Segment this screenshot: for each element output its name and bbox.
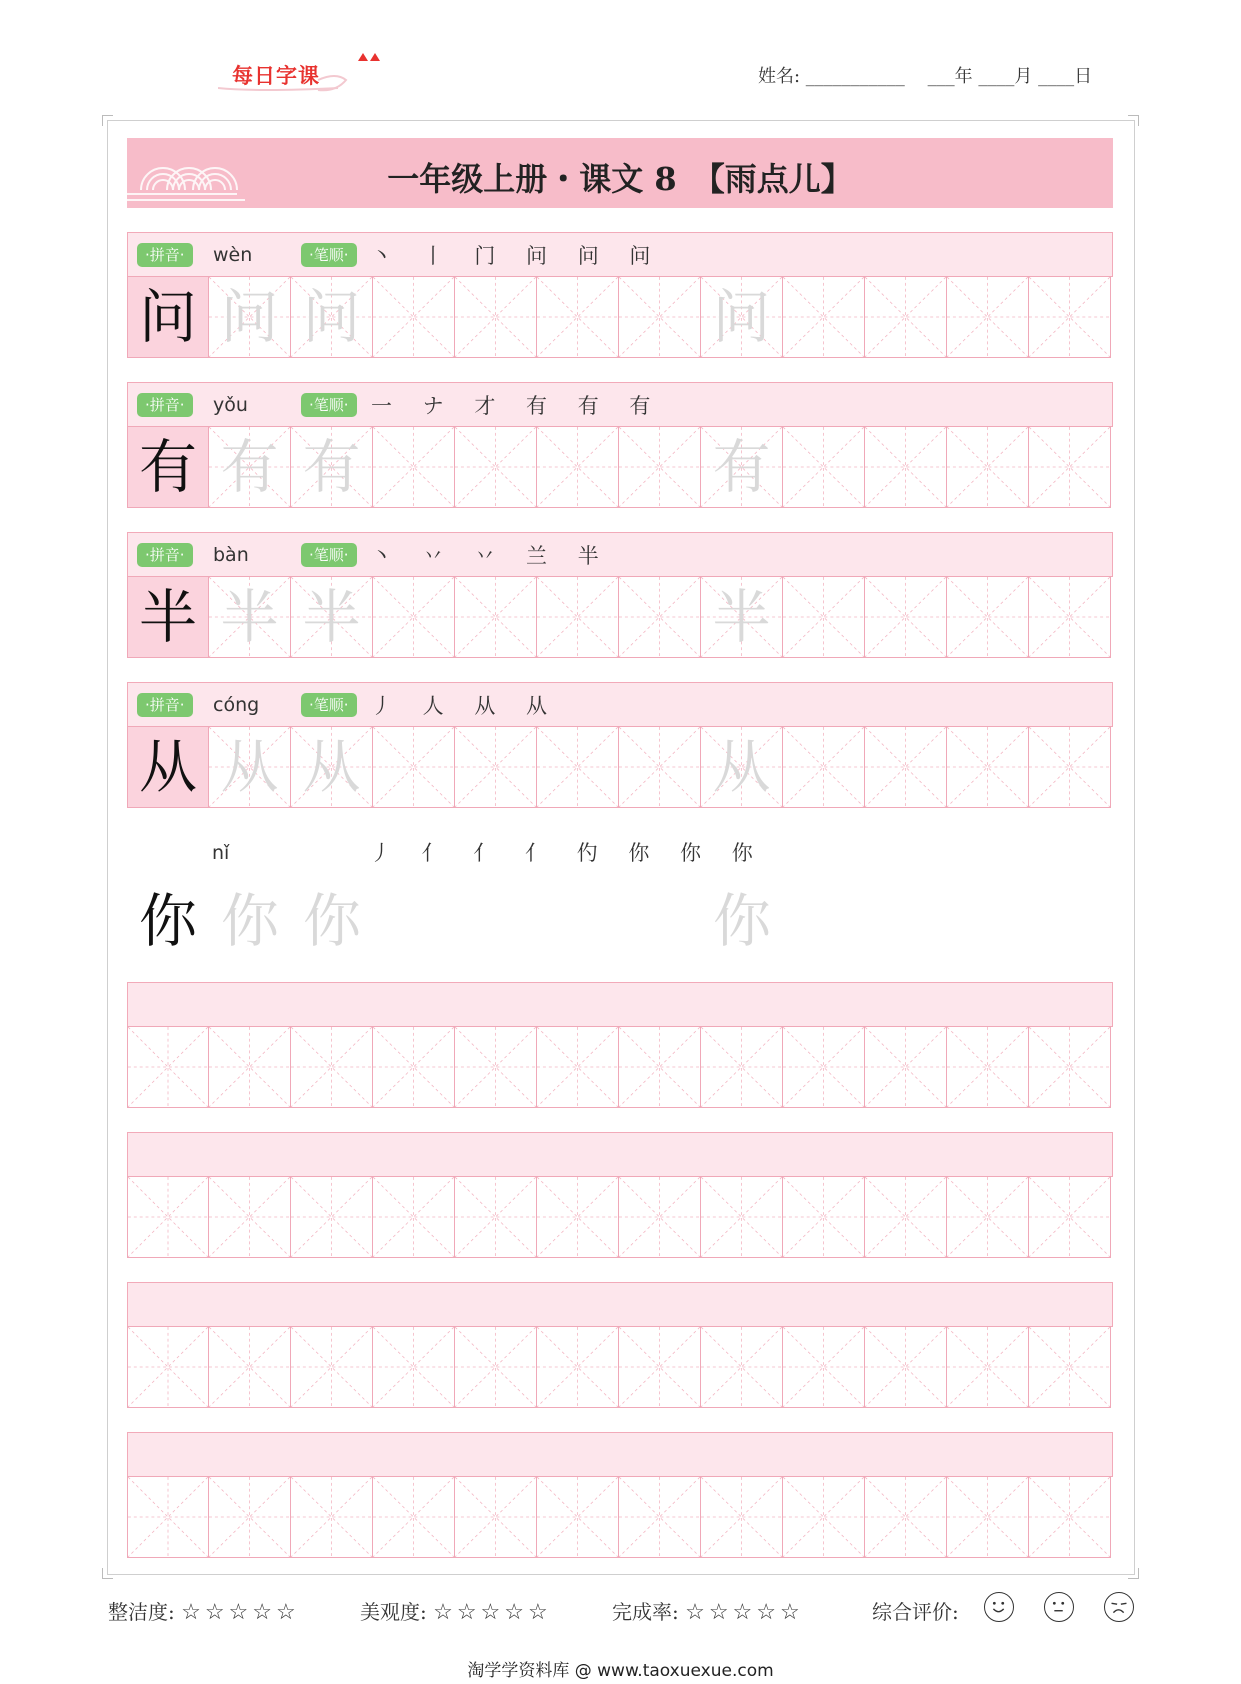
stroke-order-tag: ·笔顺·: [301, 543, 357, 567]
writing-cell[interactable]: [209, 576, 291, 658]
writing-cell[interactable]: [291, 726, 373, 808]
eval-neatness: [108, 1596, 300, 1625]
stroke-order: 丶 丨 门 问 问 问: [371, 244, 663, 268]
writing-cell[interactable]: [947, 1176, 1029, 1258]
writing-cell[interactable]: [865, 426, 947, 508]
writing-cell[interactable]: [373, 1176, 455, 1258]
eval-label: 美观度:: [360, 1600, 427, 1624]
info-row: [127, 1282, 1113, 1327]
info-row: [127, 232, 1113, 277]
stroke-order-tag: ·笔顺·: [301, 243, 357, 267]
writing-cell[interactable]: [455, 1026, 537, 1108]
writing-cell[interactable]: [947, 726, 1029, 808]
writing-cell[interactable]: [619, 726, 701, 808]
writing-cell[interactable]: [783, 576, 865, 658]
trace-character: 从: [302, 733, 361, 801]
writing-cell[interactable]: [455, 276, 537, 358]
writing-cell[interactable]: [1029, 1476, 1111, 1558]
writing-cell[interactable]: [291, 576, 373, 658]
writing-cell[interactable]: [619, 426, 701, 508]
writing-cell[interactable]: [291, 1326, 373, 1408]
eval-label: 综合评价:: [872, 1600, 959, 1624]
logo-text: 每日字课: [232, 64, 320, 88]
writing-cell[interactable]: [865, 1476, 947, 1558]
writing-cell[interactable]: [291, 276, 373, 358]
mi-grid-row: [127, 276, 1113, 358]
smile-face-icon[interactable]: [984, 1592, 1014, 1622]
writing-cell[interactable]: [373, 276, 455, 358]
writing-cell[interactable]: [373, 1476, 455, 1558]
mi-grid-row: [127, 726, 1113, 808]
pinyin-text: cóng: [213, 694, 260, 716]
writing-cell[interactable]: [701, 276, 783, 358]
writing-cell[interactable]: [701, 1026, 783, 1108]
writing-cell[interactable]: [537, 576, 619, 658]
sad-face-icon[interactable]: [1104, 1592, 1134, 1622]
model-character: 半: [138, 583, 197, 651]
pinyin-tag: ·拼音·: [137, 393, 193, 417]
mi-grid-row: [127, 576, 1113, 658]
writing-cell[interactable]: [455, 426, 537, 508]
writing-cell[interactable]: [291, 1476, 373, 1558]
model-character: 从: [138, 733, 197, 801]
writing-cell[interactable]: [865, 276, 947, 358]
writing-cell[interactable]: [209, 1176, 291, 1258]
eval-overall: [872, 1596, 959, 1625]
model-character: 问: [138, 283, 197, 351]
writing-cell[interactable]: [127, 1176, 209, 1258]
writing-cell[interactable]: [783, 1326, 865, 1408]
writing-cell[interactable]: [1029, 1326, 1111, 1408]
evaluation-bar: [108, 1592, 1138, 1628]
writing-cell[interactable]: [865, 726, 947, 808]
stroke-order: 丶 丷 丷 兰 半: [371, 544, 611, 568]
writing-cell[interactable]: [537, 726, 619, 808]
eval-beauty: [360, 1596, 552, 1625]
writing-cell[interactable]: [537, 1026, 619, 1108]
star-rating[interactable]: ☆☆☆☆☆: [181, 1600, 300, 1625]
writing-cell[interactable]: [455, 1326, 537, 1408]
character-practice-block: [127, 682, 1113, 810]
trace-character: 问: [220, 283, 279, 351]
writing-cell[interactable]: [783, 726, 865, 808]
eval-label: 完成率:: [612, 1600, 679, 1624]
watermark: 淘学学资料库 @ www.taoxuexue.com: [467, 1661, 774, 1681]
writing-cell[interactable]: [291, 426, 373, 508]
corner-mark: [1128, 115, 1139, 126]
writing-cell[interactable]: [947, 1476, 1029, 1558]
trace-character: 有: [302, 433, 361, 501]
writing-cell[interactable]: [209, 1326, 291, 1408]
model-character-cell: [127, 426, 209, 508]
info-row: [127, 982, 1113, 1027]
stroke-order-tag: ·笔顺·: [301, 693, 357, 717]
info-row: [127, 682, 1113, 727]
writing-cell[interactable]: [865, 1026, 947, 1108]
writing-cell[interactable]: [455, 576, 537, 658]
pinyin-text: yǒu: [213, 394, 248, 416]
writing-cell[interactable]: [701, 726, 783, 808]
writing-cell[interactable]: [619, 576, 701, 658]
writing-cell[interactable]: [1029, 276, 1111, 358]
writing-cell[interactable]: [455, 1176, 537, 1258]
star-rating[interactable]: ☆☆☆☆☆: [685, 1600, 804, 1625]
info-row: [127, 1432, 1113, 1477]
mi-grid-row: [127, 1326, 1113, 1408]
trace-character: 从: [712, 733, 771, 801]
writing-cell[interactable]: [291, 1176, 373, 1258]
writing-cell[interactable]: [865, 1176, 947, 1258]
name-date-line: 姓名: ___________ ___年 ____月 ____日: [758, 66, 1093, 87]
plain-trace-char: 你: [220, 887, 279, 955]
plain-model-char: 你: [138, 887, 197, 955]
writing-cell[interactable]: [783, 1176, 865, 1258]
corner-mark: [102, 1568, 113, 1579]
blank-practice-block: [127, 1132, 1113, 1260]
writing-cell[interactable]: [209, 276, 291, 358]
writing-cell[interactable]: [291, 1026, 373, 1108]
writing-cell[interactable]: [619, 1026, 701, 1108]
writing-cell[interactable]: [947, 276, 1029, 358]
model-character-cell: [127, 576, 209, 658]
writing-cell[interactable]: [619, 1176, 701, 1258]
writing-cell[interactable]: [947, 1326, 1029, 1408]
writing-cell[interactable]: [455, 726, 537, 808]
writing-cell[interactable]: [373, 1326, 455, 1408]
writing-cell[interactable]: [865, 1326, 947, 1408]
mi-grid-row: [127, 426, 1113, 508]
writing-cell[interactable]: [537, 1476, 619, 1558]
writing-cell[interactable]: [701, 426, 783, 508]
writing-cell[interactable]: [947, 426, 1029, 508]
writing-cell[interactable]: [373, 576, 455, 658]
writing-cell[interactable]: [373, 426, 455, 508]
blank-practice-block: [127, 1432, 1113, 1560]
mi-grid-row: [127, 1026, 1113, 1108]
title-bar: [127, 138, 1113, 208]
writing-cell[interactable]: [373, 726, 455, 808]
writing-cell[interactable]: [127, 1026, 209, 1108]
info-row: [127, 1132, 1113, 1177]
writing-cell[interactable]: [701, 576, 783, 658]
blank-practice-block: [127, 982, 1113, 1110]
writing-cell[interactable]: [619, 1326, 701, 1408]
writing-cell[interactable]: [1029, 726, 1111, 808]
writing-cell[interactable]: [619, 276, 701, 358]
writing-cell[interactable]: [947, 576, 1029, 658]
pinyin-tag: ·拼音·: [137, 243, 193, 267]
neutral-face-icon[interactable]: [1044, 1592, 1074, 1622]
plain-trace-char: 你: [712, 887, 771, 955]
model-character: 有: [138, 433, 197, 501]
stroke-order: 丿 人 从 从: [371, 694, 560, 718]
writing-cell[interactable]: [701, 1326, 783, 1408]
star-rating[interactable]: ☆☆☆☆☆: [433, 1600, 552, 1625]
writing-cell[interactable]: [537, 1176, 619, 1258]
trace-character: 从: [220, 733, 279, 801]
mi-grid-row: [127, 1476, 1113, 1558]
writing-cell[interactable]: [783, 426, 865, 508]
trace-character: 有: [220, 433, 279, 501]
character-practice-block: [127, 232, 1113, 360]
trace-character: 有: [712, 433, 771, 501]
info-row: [127, 532, 1113, 577]
plain-trace-char: 你: [302, 887, 361, 955]
pinyin-text: bàn: [213, 544, 249, 566]
writing-cell[interactable]: [783, 276, 865, 358]
model-character-cell: [127, 726, 209, 808]
writing-cell[interactable]: [209, 1476, 291, 1558]
trace-character: 半: [220, 583, 279, 651]
writing-cell[interactable]: [209, 426, 291, 508]
plain-pinyin: nǐ: [212, 842, 230, 864]
pinyin-text: wèn: [213, 244, 253, 266]
page-title: 一年级上册・课文 8 【雨点儿】: [387, 160, 853, 198]
writing-cell[interactable]: [209, 726, 291, 808]
character-practice-block: [127, 532, 1113, 660]
writing-cell[interactable]: [537, 276, 619, 358]
mi-grid-row: [127, 1176, 1113, 1258]
info-row: [127, 382, 1113, 427]
writing-cell[interactable]: [455, 1476, 537, 1558]
writing-cell[interactable]: [947, 1026, 1029, 1108]
writing-cell[interactable]: [783, 1476, 865, 1558]
writing-cell[interactable]: [1029, 426, 1111, 508]
plain-stroke-order: 丿 亻 亻 亻 仢 你 你 你: [370, 841, 765, 865]
writing-cell[interactable]: [783, 1026, 865, 1108]
eval-completion: [612, 1596, 804, 1625]
writing-cell[interactable]: [209, 1026, 291, 1108]
corner-mark: [1128, 1568, 1139, 1579]
writing-cell[interactable]: [865, 576, 947, 658]
writing-cell[interactable]: [1029, 1176, 1111, 1258]
writing-cell[interactable]: [701, 1176, 783, 1258]
stroke-order: 一 ナ 才 有 有 有: [371, 394, 663, 418]
corner-mark: [102, 115, 113, 126]
stroke-order-tag: ·笔顺·: [301, 393, 357, 417]
writing-cell[interactable]: [537, 1326, 619, 1408]
writing-cell[interactable]: [1029, 576, 1111, 658]
character-practice-block: [127, 382, 1113, 510]
writing-cell[interactable]: [127, 1476, 209, 1558]
pinyin-tag: ·拼音·: [137, 693, 193, 717]
writing-cell[interactable]: [127, 1326, 209, 1408]
trace-character: 问: [302, 283, 361, 351]
writing-cell[interactable]: [701, 1476, 783, 1558]
trace-character: 半: [712, 583, 771, 651]
eval-label: 整洁度:: [108, 1600, 175, 1624]
trace-character: 问: [712, 283, 771, 351]
trace-character: 半: [302, 583, 361, 651]
pinyin-tag: ·拼音·: [137, 543, 193, 567]
writing-cell[interactable]: [537, 426, 619, 508]
writing-cell[interactable]: [1029, 1026, 1111, 1108]
writing-cell[interactable]: [373, 1026, 455, 1108]
model-character-cell: [127, 276, 209, 358]
plain-character-block: [127, 818, 1113, 958]
blank-practice-block: [127, 1282, 1113, 1410]
writing-cell[interactable]: [619, 1476, 701, 1558]
